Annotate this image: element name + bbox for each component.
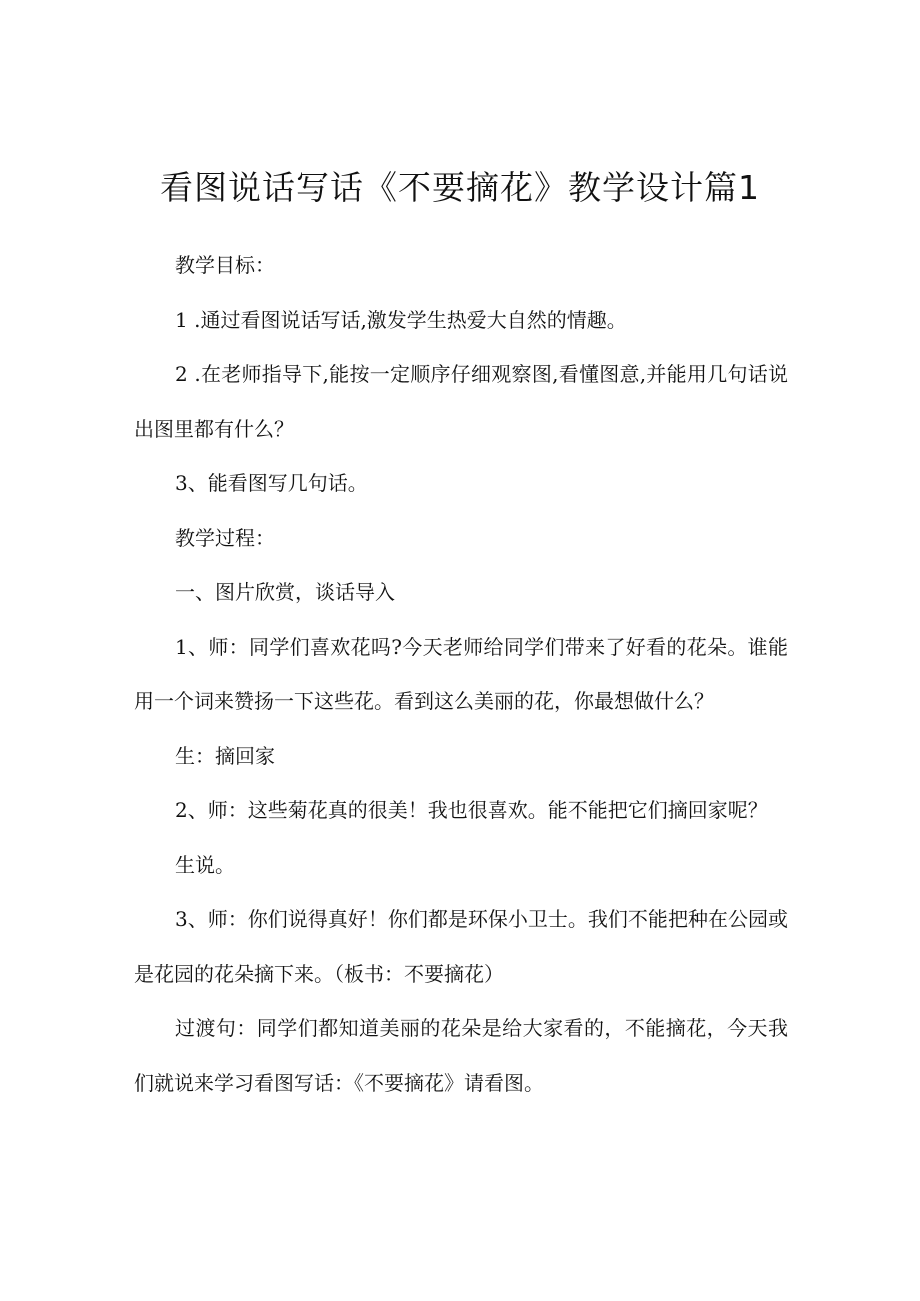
heading-teaching-goals: 教学目标： xyxy=(175,253,275,277)
process-step-1: 1、师：同学们喜欢花吗?今天老师给同学们带来了好看的花朵。谁能用一个词来赞扬一下这些花。看到这么美丽的花，你最想做什么？ xyxy=(134,634,788,713)
student-response-1: 生：摘回家 xyxy=(175,743,275,768)
transition-sentence: 过渡句：同学们都知道美丽的花朵是给大家看的，不能摘花，今天我们就说来学习看图写话：《不要摘花》请看图。 xyxy=(134,1016,788,1095)
student-response-2: 生说。 xyxy=(175,852,235,877)
document-body xyxy=(134,238,788,1110)
goal-item-1: 1 .通过看图说话写话,激发学生热爱大自然的情趣。 xyxy=(175,307,627,332)
process-step-3: 3、师：你们说得真好！你们都是环保小卫士。我们不能把种在公园或是花园的花朵摘下来。（板书：不要摘花） xyxy=(134,907,788,986)
goal-item-2: 2 .在老师指导下,能按一定顺序仔细观察图,看懂图意,并能用几句话说出图里都有什么？ xyxy=(134,362,788,441)
heading-teaching-process: 教学过程： xyxy=(175,525,275,550)
section-heading-1: 一、图片欣赏，谈话导入 xyxy=(175,580,395,604)
goal-item-3: 3、能看图写几句话。 xyxy=(175,471,368,495)
document-title: 看图说话写话《不要摘花》教学设计篇1 xyxy=(160,168,760,207)
process-step-2: 2、师：这些菊花真的很美！我也很喜欢。能不能把它们摘回家呢？ xyxy=(175,798,768,822)
